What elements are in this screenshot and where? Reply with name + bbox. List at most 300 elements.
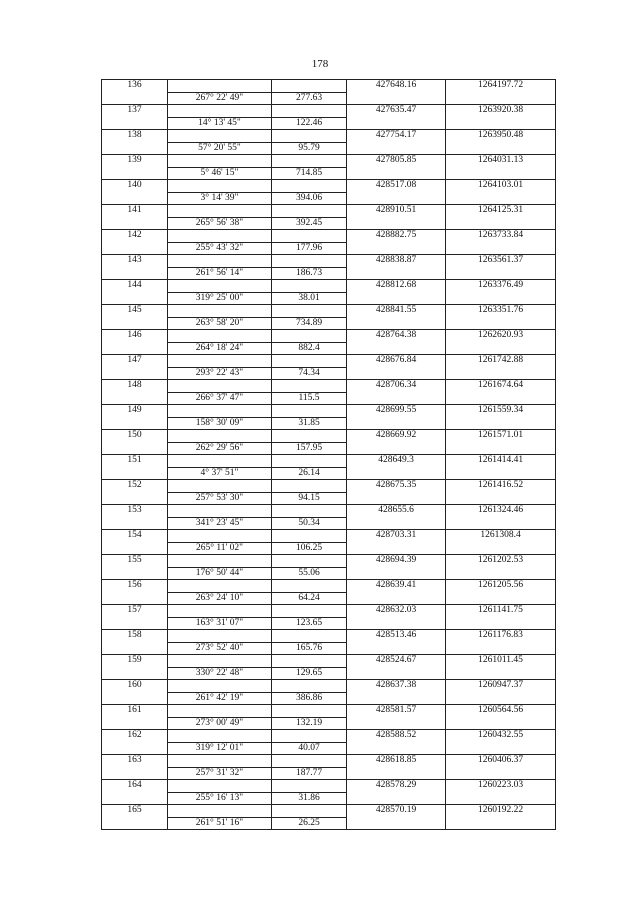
distance-spacer xyxy=(272,605,347,618)
bearing-spacer xyxy=(168,80,272,93)
northing-spacer xyxy=(347,667,446,680)
northing: 428882.75 xyxy=(347,230,446,243)
distance-spacer xyxy=(272,80,347,93)
station-row xyxy=(102,730,556,743)
station-row xyxy=(102,655,556,668)
distance: 26.25 xyxy=(272,817,347,830)
station-row xyxy=(102,805,556,818)
bearing-spacer xyxy=(168,330,272,343)
station-number: 139 xyxy=(102,155,168,168)
easting-spacer xyxy=(446,742,556,755)
easting-spacer xyxy=(446,667,556,680)
bearing: 267° 22' 49" xyxy=(168,92,272,105)
easting: 1261674.64 xyxy=(446,380,556,393)
segment-row xyxy=(102,717,556,730)
distance: 40.07 xyxy=(272,742,347,755)
northing-spacer xyxy=(347,517,446,530)
station-spacer xyxy=(102,517,168,530)
station-row xyxy=(102,105,556,118)
northing: 428513.46 xyxy=(347,630,446,643)
distance-spacer xyxy=(272,305,347,318)
easting: 1261414.41 xyxy=(446,455,556,468)
bearing-spacer xyxy=(168,305,272,318)
bearing-spacer xyxy=(168,655,272,668)
distance-spacer xyxy=(272,105,347,118)
northing-spacer xyxy=(347,142,446,155)
segment-row xyxy=(102,542,556,555)
bearing: 266° 37' 47" xyxy=(168,392,272,405)
station-row xyxy=(102,530,556,543)
northing: 428632.03 xyxy=(347,605,446,618)
segment-row xyxy=(102,592,556,605)
bearing: 293° 22' 43" xyxy=(168,367,272,380)
easting-spacer xyxy=(446,217,556,230)
bearing: 158° 30' 09" xyxy=(168,417,272,430)
bearing: 264° 18' 24" xyxy=(168,342,272,355)
station-spacer xyxy=(102,792,168,805)
bearing: 257° 53' 30" xyxy=(168,492,272,505)
bearing: 263° 24' 10" xyxy=(168,592,272,605)
bearing-spacer xyxy=(168,180,272,193)
easting: 1260406.37 xyxy=(446,755,556,768)
station-row xyxy=(102,580,556,593)
distance: 26.14 xyxy=(272,467,347,480)
easting-spacer xyxy=(446,442,556,455)
northing-spacer xyxy=(347,342,446,355)
bearing: 341° 23' 45" xyxy=(168,517,272,530)
easting-spacer xyxy=(446,367,556,380)
station-spacer xyxy=(102,567,168,580)
distance-spacer xyxy=(272,755,347,768)
easting-spacer xyxy=(446,617,556,630)
distance: 734.89 xyxy=(272,317,347,330)
station-row xyxy=(102,480,556,493)
distance: 106.25 xyxy=(272,542,347,555)
bearing-spacer xyxy=(168,255,272,268)
distance: 714.85 xyxy=(272,167,347,180)
easting: 1261571.01 xyxy=(446,430,556,443)
northing: 428812.68 xyxy=(347,280,446,293)
distance: 50.34 xyxy=(272,517,347,530)
station-row xyxy=(102,455,556,468)
station-row xyxy=(102,80,556,93)
distance: 177.96 xyxy=(272,242,347,255)
northing-spacer xyxy=(347,92,446,105)
station-row xyxy=(102,155,556,168)
segment-row xyxy=(102,742,556,755)
northing: 428581.57 xyxy=(347,705,446,718)
northing-spacer xyxy=(347,192,446,205)
northing-spacer xyxy=(347,442,446,455)
segment-row xyxy=(102,817,556,830)
station-number: 156 xyxy=(102,580,168,593)
station-spacer xyxy=(102,242,168,255)
northing-spacer xyxy=(347,242,446,255)
northing-spacer xyxy=(347,817,446,830)
northing: 428639.41 xyxy=(347,580,446,593)
distance-spacer xyxy=(272,205,347,218)
bearing: 3° 14' 39" xyxy=(168,192,272,205)
easting-spacer xyxy=(446,117,556,130)
distance-spacer xyxy=(272,480,347,493)
bearing: 263° 58' 20" xyxy=(168,317,272,330)
easting: 1264197.72 xyxy=(446,80,556,93)
survey-coordinates-table xyxy=(101,79,556,830)
station-spacer xyxy=(102,392,168,405)
station-number: 151 xyxy=(102,455,168,468)
station-spacer xyxy=(102,167,168,180)
segment-row xyxy=(102,692,556,705)
distance: 187.77 xyxy=(272,767,347,780)
easting-spacer xyxy=(446,92,556,105)
bearing-spacer xyxy=(168,505,272,518)
bearing: 57° 20' 55" xyxy=(168,142,272,155)
bearing: 273° 52' 40" xyxy=(168,642,272,655)
bearing-spacer xyxy=(168,805,272,818)
station-number: 154 xyxy=(102,530,168,543)
segment-row xyxy=(102,192,556,205)
station-number: 159 xyxy=(102,655,168,668)
bearing-spacer xyxy=(168,780,272,793)
bearing: 273° 00' 49" xyxy=(168,717,272,730)
bearing-spacer xyxy=(168,555,272,568)
easting: 1261308.4 xyxy=(446,530,556,543)
distance: 392.45 xyxy=(272,217,347,230)
station-number: 150 xyxy=(102,430,168,443)
northing-spacer xyxy=(347,392,446,405)
distance-spacer xyxy=(272,505,347,518)
distance-spacer xyxy=(272,430,347,443)
distance: 38.01 xyxy=(272,292,347,305)
station-row xyxy=(102,380,556,393)
easting: 1261141.75 xyxy=(446,605,556,618)
distance-spacer xyxy=(272,805,347,818)
segment-row xyxy=(102,367,556,380)
distance: 64.24 xyxy=(272,592,347,605)
easting-spacer xyxy=(446,792,556,805)
northing: 428524.67 xyxy=(347,655,446,668)
segment-row xyxy=(102,767,556,780)
northing-spacer xyxy=(347,542,446,555)
easting-spacer xyxy=(446,267,556,280)
easting: 1260223.03 xyxy=(446,780,556,793)
northing-spacer xyxy=(347,317,446,330)
distance: 31.85 xyxy=(272,417,347,430)
easting: 1261416.52 xyxy=(446,480,556,493)
station-number: 145 xyxy=(102,305,168,318)
station-spacer xyxy=(102,92,168,105)
bearing: 255° 16' 13" xyxy=(168,792,272,805)
easting: 1260432.55 xyxy=(446,730,556,743)
easting: 1263561.37 xyxy=(446,255,556,268)
northing-spacer xyxy=(347,467,446,480)
distance: 123.65 xyxy=(272,617,347,630)
station-spacer xyxy=(102,717,168,730)
northing: 427805.85 xyxy=(347,155,446,168)
segment-row xyxy=(102,792,556,805)
northing-spacer xyxy=(347,642,446,655)
station-row xyxy=(102,680,556,693)
northing: 428694.39 xyxy=(347,555,446,568)
northing-spacer xyxy=(347,617,446,630)
bearing: 261° 51' 16" xyxy=(168,817,272,830)
easting: 1261202.53 xyxy=(446,555,556,568)
station-row xyxy=(102,180,556,193)
northing: 428588.52 xyxy=(347,730,446,743)
northing: 427635.47 xyxy=(347,105,446,118)
northing: 428669.92 xyxy=(347,430,446,443)
distance: 132.19 xyxy=(272,717,347,730)
segment-row xyxy=(102,567,556,580)
station-spacer xyxy=(102,342,168,355)
station-number: 143 xyxy=(102,255,168,268)
station-spacer xyxy=(102,667,168,680)
station-number: 137 xyxy=(102,105,168,118)
northing: 428655.6 xyxy=(347,505,446,518)
northing-spacer xyxy=(347,592,446,605)
distance: 386.86 xyxy=(272,692,347,705)
distance-spacer xyxy=(272,455,347,468)
easting-spacer xyxy=(446,167,556,180)
bearing-spacer xyxy=(168,405,272,418)
bearing-spacer xyxy=(168,580,272,593)
easting: 1261742.88 xyxy=(446,355,556,368)
segment-row xyxy=(102,517,556,530)
distance-spacer xyxy=(272,630,347,643)
bearing-spacer xyxy=(168,755,272,768)
northing: 428676.84 xyxy=(347,355,446,368)
station-number: 164 xyxy=(102,780,168,793)
segment-row xyxy=(102,217,556,230)
bearing-spacer xyxy=(168,155,272,168)
station-spacer xyxy=(102,142,168,155)
distance-spacer xyxy=(272,380,347,393)
distance-spacer xyxy=(272,555,347,568)
station-number: 162 xyxy=(102,730,168,743)
station-number: 152 xyxy=(102,480,168,493)
bearing-spacer xyxy=(168,280,272,293)
easting: 1261324.46 xyxy=(446,505,556,518)
segment-row xyxy=(102,242,556,255)
segment-row xyxy=(102,117,556,130)
station-number: 148 xyxy=(102,380,168,393)
station-row xyxy=(102,330,556,343)
bearing-spacer xyxy=(168,480,272,493)
easting-spacer xyxy=(446,717,556,730)
easting-spacer xyxy=(446,767,556,780)
station-number: 142 xyxy=(102,230,168,243)
easting-spacer xyxy=(446,242,556,255)
distance: 122.46 xyxy=(272,117,347,130)
distance: 31.86 xyxy=(272,792,347,805)
easting: 1261559.34 xyxy=(446,405,556,418)
distance-spacer xyxy=(272,405,347,418)
bearing: 163° 31' 07" xyxy=(168,617,272,630)
easting-spacer xyxy=(446,642,556,655)
northing-spacer xyxy=(347,167,446,180)
segment-row xyxy=(102,317,556,330)
station-row xyxy=(102,280,556,293)
distance-spacer xyxy=(272,655,347,668)
station-row xyxy=(102,780,556,793)
station-spacer xyxy=(102,417,168,430)
distance-spacer xyxy=(272,130,347,143)
station-number: 161 xyxy=(102,705,168,718)
station-spacer xyxy=(102,542,168,555)
easting: 1260947.37 xyxy=(446,680,556,693)
distance: 55.06 xyxy=(272,567,347,580)
station-number: 149 xyxy=(102,405,168,418)
bearing: 319° 12' 01" xyxy=(168,742,272,755)
station-spacer xyxy=(102,692,168,705)
station-row xyxy=(102,230,556,243)
segment-row xyxy=(102,467,556,480)
station-row xyxy=(102,355,556,368)
station-spacer xyxy=(102,467,168,480)
northing: 427754.17 xyxy=(347,130,446,143)
northing-spacer xyxy=(347,492,446,505)
bearing: 14° 13' 45" xyxy=(168,117,272,130)
bearing: 255° 43' 32" xyxy=(168,242,272,255)
segment-row xyxy=(102,92,556,105)
station-spacer xyxy=(102,817,168,830)
station-spacer xyxy=(102,592,168,605)
station-number: 140 xyxy=(102,180,168,193)
easting: 1264103.01 xyxy=(446,180,556,193)
northing-spacer xyxy=(347,292,446,305)
segment-row xyxy=(102,492,556,505)
easting: 1263950.48 xyxy=(446,130,556,143)
easting: 1264031.13 xyxy=(446,155,556,168)
distance: 157.95 xyxy=(272,442,347,455)
distance-spacer xyxy=(272,180,347,193)
distance: 115.5 xyxy=(272,392,347,405)
bearing-spacer xyxy=(168,430,272,443)
station-number: 144 xyxy=(102,280,168,293)
easting: 1260192.22 xyxy=(446,805,556,818)
bearing-spacer xyxy=(168,530,272,543)
easting-spacer xyxy=(446,342,556,355)
station-number: 136 xyxy=(102,80,168,93)
distance-spacer xyxy=(272,580,347,593)
station-spacer xyxy=(102,117,168,130)
distance: 95.79 xyxy=(272,142,347,155)
northing: 428703.31 xyxy=(347,530,446,543)
northing-spacer xyxy=(347,217,446,230)
easting-spacer xyxy=(446,692,556,705)
station-number: 157 xyxy=(102,605,168,618)
easting: 1263733.84 xyxy=(446,230,556,243)
distance: 165.76 xyxy=(272,642,347,655)
survey-table-body xyxy=(102,80,556,830)
station-number: 153 xyxy=(102,505,168,518)
northing: 428675.35 xyxy=(347,480,446,493)
station-number: 146 xyxy=(102,330,168,343)
northing-spacer xyxy=(347,742,446,755)
station-row xyxy=(102,605,556,618)
distance-spacer xyxy=(272,280,347,293)
bearing: 265° 11' 02" xyxy=(168,542,272,555)
station-row xyxy=(102,505,556,518)
bearing-spacer xyxy=(168,705,272,718)
segment-row xyxy=(102,442,556,455)
distance-spacer xyxy=(272,780,347,793)
easting: 1261011.45 xyxy=(446,655,556,668)
distance: 186.73 xyxy=(272,267,347,280)
station-row xyxy=(102,755,556,768)
bearing-spacer xyxy=(168,630,272,643)
station-spacer xyxy=(102,742,168,755)
easting-spacer xyxy=(446,467,556,480)
bearing-spacer xyxy=(168,455,272,468)
bearing-spacer xyxy=(168,205,272,218)
easting-spacer xyxy=(446,317,556,330)
bearing: 257° 31' 32" xyxy=(168,767,272,780)
distance-spacer xyxy=(272,330,347,343)
station-spacer xyxy=(102,292,168,305)
bearing: 262° 29' 56" xyxy=(168,442,272,455)
segment-row xyxy=(102,267,556,280)
segment-row xyxy=(102,167,556,180)
easting-spacer xyxy=(446,392,556,405)
northing-spacer xyxy=(347,267,446,280)
northing: 427648.16 xyxy=(347,80,446,93)
northing-spacer xyxy=(347,567,446,580)
station-number: 155 xyxy=(102,555,168,568)
easting: 1263376.49 xyxy=(446,280,556,293)
station-number: 147 xyxy=(102,355,168,368)
northing: 428618.85 xyxy=(347,755,446,768)
distance-spacer xyxy=(272,705,347,718)
bearing: 319° 25' 00" xyxy=(168,292,272,305)
bearing: 261° 42' 19" xyxy=(168,692,272,705)
easting: 1264125.31 xyxy=(446,205,556,218)
segment-row xyxy=(102,642,556,655)
station-number: 158 xyxy=(102,630,168,643)
northing: 428570.19 xyxy=(347,805,446,818)
station-spacer xyxy=(102,642,168,655)
bearing: 5° 46' 15" xyxy=(168,167,272,180)
northing-spacer xyxy=(347,717,446,730)
station-number: 165 xyxy=(102,805,168,818)
easting: 1261176.83 xyxy=(446,630,556,643)
station-number: 138 xyxy=(102,130,168,143)
easting-spacer xyxy=(446,817,556,830)
northing: 428910.51 xyxy=(347,205,446,218)
distance-spacer xyxy=(272,355,347,368)
station-row xyxy=(102,405,556,418)
easting: 1260564.56 xyxy=(446,705,556,718)
segment-row xyxy=(102,142,556,155)
northing: 428838.87 xyxy=(347,255,446,268)
easting: 1263920.38 xyxy=(446,105,556,118)
distance: 129.65 xyxy=(272,667,347,680)
station-spacer xyxy=(102,767,168,780)
station-spacer xyxy=(102,267,168,280)
bearing-spacer xyxy=(168,355,272,368)
northing-spacer xyxy=(347,767,446,780)
northing: 428699.55 xyxy=(347,405,446,418)
station-row xyxy=(102,130,556,143)
station-spacer xyxy=(102,367,168,380)
easting-spacer xyxy=(446,592,556,605)
bearing-spacer xyxy=(168,230,272,243)
bearing-spacer xyxy=(168,105,272,118)
bearing-spacer xyxy=(168,730,272,743)
bearing-spacer xyxy=(168,380,272,393)
bearing-spacer xyxy=(168,680,272,693)
station-row xyxy=(102,430,556,443)
